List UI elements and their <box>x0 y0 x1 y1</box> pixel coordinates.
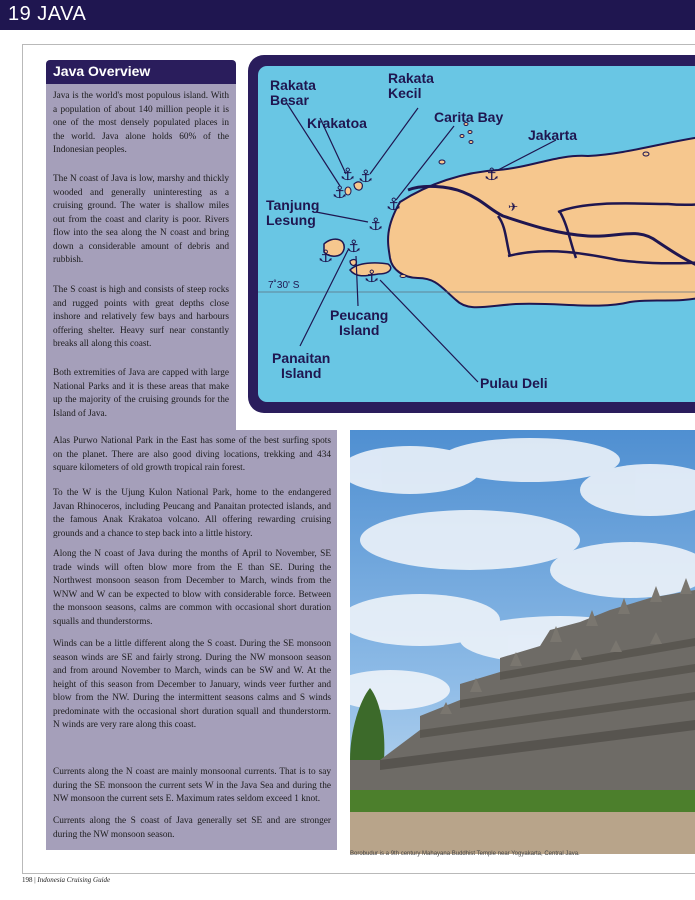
anchor-icon: ⚓ <box>368 215 384 235</box>
paragraph-north-winds: Along the N coast of Java during the months of April to November, SE trade winds will often blow more from the E than SE. During the Northwest monsoon season from December to March, winds from the WNW and W can be expected to blow with considerable force. Between the monsoon seasons, calms are common with occasional short duration squalls and thunderstorms. <box>53 549 331 627</box>
page-number: 198 <box>22 876 33 884</box>
java-mainland <box>388 136 695 307</box>
anchor-icon: ⚓ <box>318 247 334 267</box>
photo-caption: Borobudur is a 9th century Mahayana Buddhist Temple near Yogyakarta, Central Java. <box>350 851 580 857</box>
latitude-label: 7˚30' S <box>268 280 300 291</box>
borobudur-illustration <box>350 430 695 854</box>
airport-icon: ✈ <box>508 200 519 214</box>
path <box>350 812 695 854</box>
label-rakata-kecil: Rakata Kecil <box>388 70 434 101</box>
leader-rakata-kecil <box>370 108 418 174</box>
anchor-icon: ⚓ <box>340 165 356 185</box>
paragraph-south-coast: The S coast is high and consists of steep rocks and rugged points with great depths close inshore and relatively few bays and harbours offering shelter. Heavy surf near constantly breaks all along this coast. <box>53 285 229 349</box>
paragraph-south-winds: Winds can be a little different along the S coast. During the SE monsoon season winds are SE and fairly strong. During the NW monsoon season and from around November to March, winds can be SW and W. At the height of this season from December to January, winds veer further and blow from the NW. During the intermittent seasons calms and S winds predominate with the occasional short duration squall and thunderstorm. N winds are very rare along this coast. <box>53 639 331 730</box>
book-title: Indonesia Cruising Guide <box>37 876 111 884</box>
paragraph-alas-purwo: Alas Purwo National Park in the East has some of the best surfing spots on the planet. There are also good diving locations, trekking and 434 square kilometers of old growth tropical rain forest. <box>53 436 331 473</box>
anchor-icon: ⚓ <box>332 183 348 203</box>
label-rakata-besar: Rakata Besar <box>270 77 316 108</box>
peucang-island-shape <box>350 260 357 266</box>
thousand-islands-4 <box>469 141 473 144</box>
leader-peucang <box>356 256 358 306</box>
label-panaitan-island: Panaitan Island <box>272 350 331 381</box>
anchor-icon: ⚓ <box>386 195 402 215</box>
lawn <box>350 790 695 812</box>
paragraph-north-currents: Currents along the N coast are mainly monsoonal currents. That is to say during the SE monsoon the current sets W in the Java Sea and during the NW monsoon the current sets E. Maximum rates seldom exceed 1 knot. <box>53 767 331 804</box>
anchor-icon: ⚓ <box>358 167 374 187</box>
label-pulau-deli: Pulau Deli <box>480 375 548 391</box>
paragraph-population: Java is the world's most populous island. With a population of about 140 million people it is one of the most densely populated places in the world. Java alone holds 60% of the Indonesian peoples. <box>53 91 229 155</box>
anchor-icon: ⚓ <box>364 267 380 287</box>
carita-islet <box>439 160 445 164</box>
label-carita-bay: Carita Bay <box>434 109 504 125</box>
label-tanjung-lesung: Tanjung Lesung <box>266 197 320 228</box>
thousand-islands-2 <box>468 131 472 134</box>
label-jakarta: Jakarta <box>528 127 578 143</box>
overview-title: Java Overview <box>53 63 151 79</box>
paragraph-south-currents: Currents along the S coast of Java generally set SE and are stronger during the NW monsoon season. <box>53 816 331 840</box>
label-peucang-island: Peucang Island <box>330 307 389 338</box>
anchor-icon: ⚓ <box>346 237 362 257</box>
chapter-title: 19 JAVA <box>8 3 87 25</box>
leader-tanjung-lesung <box>316 212 368 222</box>
paragraph-north-coast: The N coast of Java is low, marshy and thickly wooded and generally uninteresting as a cruising ground. The water is shallow miles out from the coast and clarity is poor. Rivers flow into the sea along the N coast and bring down a considerable amount of debris and rubbish. <box>53 174 229 265</box>
java-west-map <box>258 66 695 402</box>
east-islet <box>643 152 649 156</box>
chapter-header <box>0 0 695 30</box>
overview-heading-tab <box>46 60 236 84</box>
paragraph-ujung-kulon: To the W is the Ujung Kulon National Park, home to the endangered Javan Rhinoceros, including Peucang and Panaitan protected islands, and the famous Anak Krakatoa volcano. All offering rewarding cruising grounds and a chance to step back into a little history. <box>53 488 331 539</box>
paragraph-national-parks: Both extremities of Java are capped with large National Parks and it is these areas that make up the majority of the cruising grounds for the Island of Java. <box>53 368 229 419</box>
south-islet <box>400 275 406 278</box>
thousand-islands-3 <box>460 135 464 138</box>
page-footer: 198 | Indonesia Cruising Guide <box>22 876 111 884</box>
anchor-icon: ⚓ <box>484 165 500 185</box>
label-krakatoa: Krakatoa <box>307 115 367 131</box>
borobudur-photo <box>350 430 695 854</box>
